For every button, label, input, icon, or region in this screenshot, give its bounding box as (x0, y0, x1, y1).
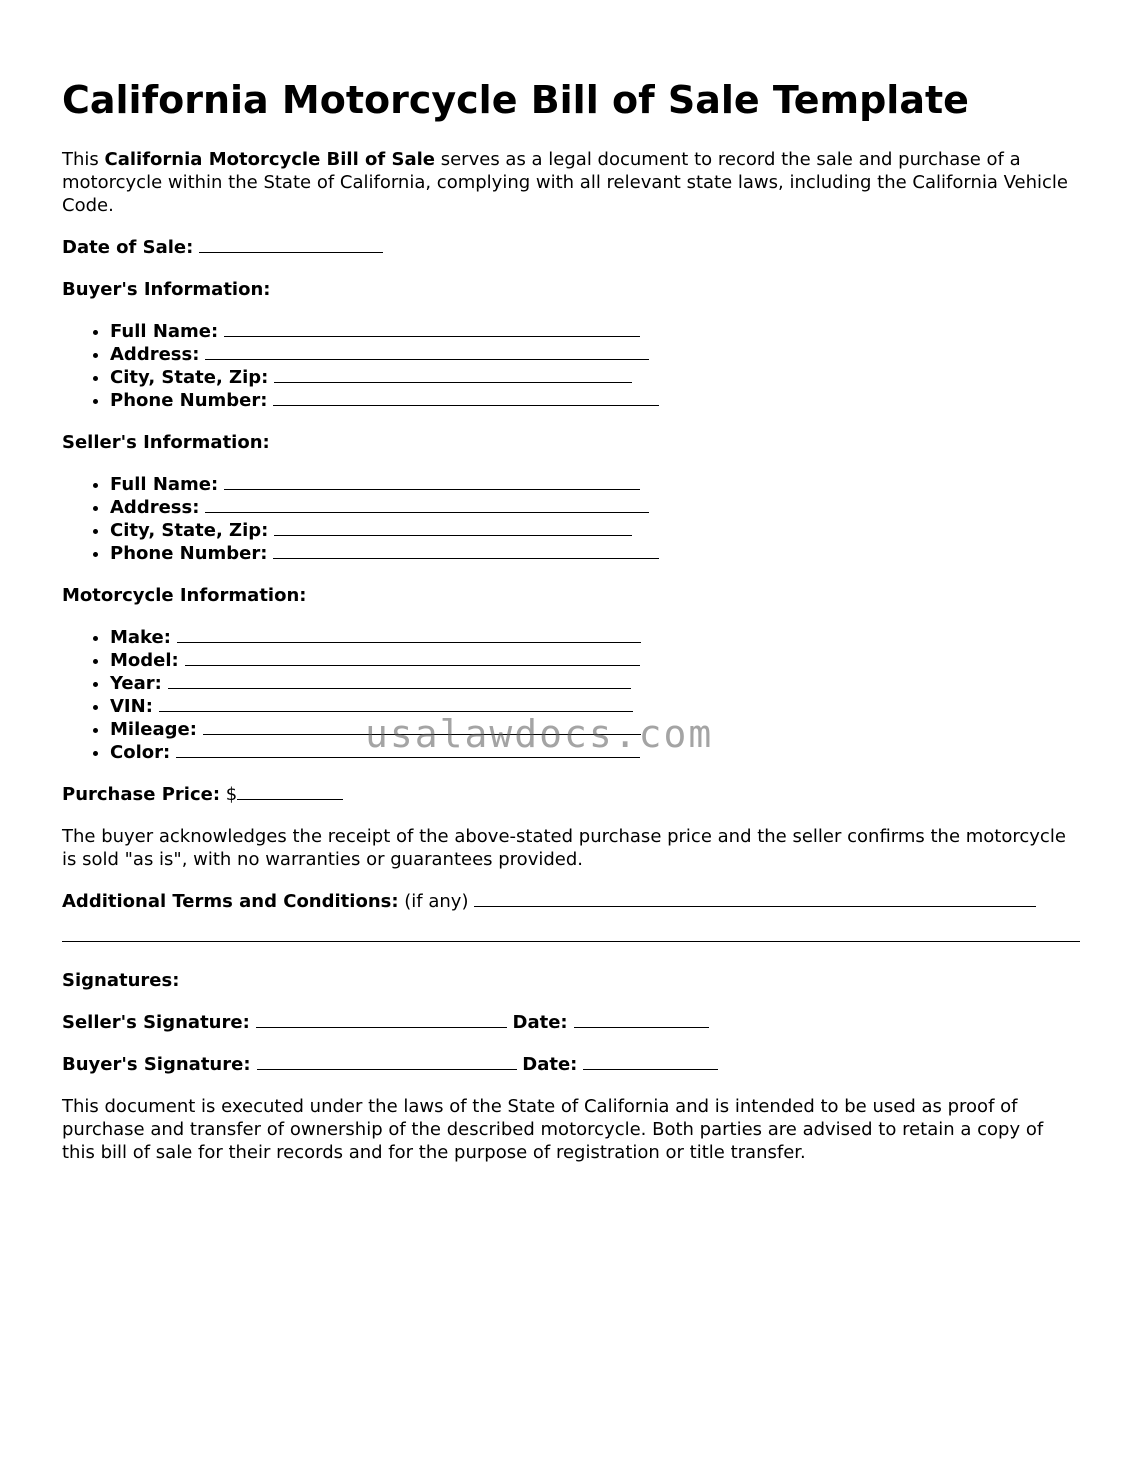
year-blank[interactable] (168, 672, 631, 689)
seller-full-name-label: Full Name: (110, 474, 219, 495)
year-label: Year: (110, 673, 162, 694)
buyer-city-state-zip-item (110, 366, 1080, 389)
seller-address-label: Address: (110, 497, 200, 518)
buyer-date-blank[interactable] (583, 1053, 718, 1070)
purchase-price-field (62, 783, 1080, 806)
additional-terms-label: Additional Terms and Conditions: (62, 891, 399, 912)
buyer-full-name-item (110, 320, 1080, 343)
seller-full-name-item (110, 473, 1080, 496)
document-page (62, 76, 1080, 1183)
year-item (110, 672, 1080, 695)
date-of-sale-field (62, 236, 1080, 259)
buyer-city-state-zip-label: City, State, Zip: (110, 367, 269, 388)
mileage-label: Mileage: (110, 719, 197, 740)
intro-prefix: This (62, 149, 99, 170)
buyer-signature-field (62, 1053, 1080, 1076)
seller-full-name-blank[interactable] (224, 473, 640, 490)
buyer-city-state-zip-blank[interactable] (274, 366, 632, 383)
seller-address-item (110, 496, 1080, 519)
seller-date-blank[interactable] (574, 1011, 709, 1028)
make-item (110, 626, 1080, 649)
purchase-price-label: Purchase Price: (62, 784, 221, 805)
buyer-address-blank[interactable] (205, 343, 649, 360)
buyer-phone-blank[interactable] (273, 389, 659, 406)
buyer-info-list (62, 320, 1080, 412)
buyer-full-name-blank[interactable] (224, 320, 640, 337)
seller-signature-label: Seller's Signature: (62, 1012, 250, 1033)
intro-rest: serves as a legal document to record the sale and purchase of a motorcycle within the State of California, complying with all relevant state laws, including the California Vehicle Code. (62, 149, 1068, 216)
buyer-phone-label: Phone Number: (110, 390, 268, 411)
seller-info-list (62, 473, 1080, 565)
buyer-phone-item (110, 389, 1080, 412)
seller-city-state-zip-label: City, State, Zip: (110, 520, 269, 541)
currency-symbol: $ (225, 784, 238, 805)
model-blank[interactable] (185, 649, 640, 666)
buyer-heading: Buyer's Information: (62, 279, 271, 300)
signatures-heading: Signatures: (62, 970, 180, 991)
additional-terms-note: (if any) (404, 891, 469, 912)
intro-paragraph (62, 148, 1080, 217)
model-label: Model: (110, 650, 179, 671)
seller-phone-item (110, 542, 1080, 565)
seller-phone-label: Phone Number: (110, 543, 268, 564)
buyer-address-label: Address: (110, 344, 200, 365)
watermark: usalawdocs.com (365, 712, 714, 756)
seller-city-state-zip-item (110, 519, 1080, 542)
seller-phone-blank[interactable] (273, 542, 659, 559)
additional-terms-line[interactable] (62, 941, 1080, 942)
make-blank[interactable] (177, 626, 641, 643)
buyer-address-item (110, 343, 1080, 366)
additional-terms-field (62, 890, 1080, 913)
seller-signature-blank[interactable] (256, 1011, 507, 1028)
seller-address-blank[interactable] (205, 496, 649, 513)
color-label: Color: (110, 742, 171, 763)
make-label: Make: (110, 627, 171, 648)
buyer-signature-label: Buyer's Signature: (62, 1054, 251, 1075)
model-item (110, 649, 1080, 672)
motorcycle-heading: Motorcycle Information: (62, 585, 307, 606)
vin-blank[interactable] (159, 695, 633, 712)
buyer-signature-blank[interactable] (257, 1053, 517, 1070)
additional-terms-blank[interactable] (474, 890, 1036, 907)
acknowledgement-paragraph: The buyer acknowledges the receipt of the above-stated purchase price and the seller confirms the motorcycle is sold "as is", with no warranties or guarantees provided. (62, 826, 1066, 870)
date-of-sale-blank[interactable] (199, 236, 383, 253)
buyer-date-label: Date: (522, 1054, 578, 1075)
purchase-price-blank[interactable] (237, 783, 343, 800)
seller-signature-field (62, 1011, 1080, 1034)
seller-city-state-zip-blank[interactable] (274, 519, 632, 536)
vin-label: VIN: (110, 696, 153, 717)
seller-date-label: Date: (512, 1012, 568, 1033)
intro-bold: California Motorcycle Bill of Sale (104, 149, 435, 170)
seller-heading: Seller's Information: (62, 432, 270, 453)
date-of-sale-label: Date of Sale: (62, 237, 194, 258)
buyer-full-name-label: Full Name: (110, 321, 219, 342)
closing-paragraph: This document is executed under the laws of the State of California and is intended to be used as proof of purchase and transfer of ownership of the described motorcycle. Both parties are advised to retain a copy of this bill of sale for their records and for the purpose of registration or title transfer. (62, 1096, 1044, 1163)
page-title: California Motorcycle Bill of Sale Template (62, 78, 969, 122)
